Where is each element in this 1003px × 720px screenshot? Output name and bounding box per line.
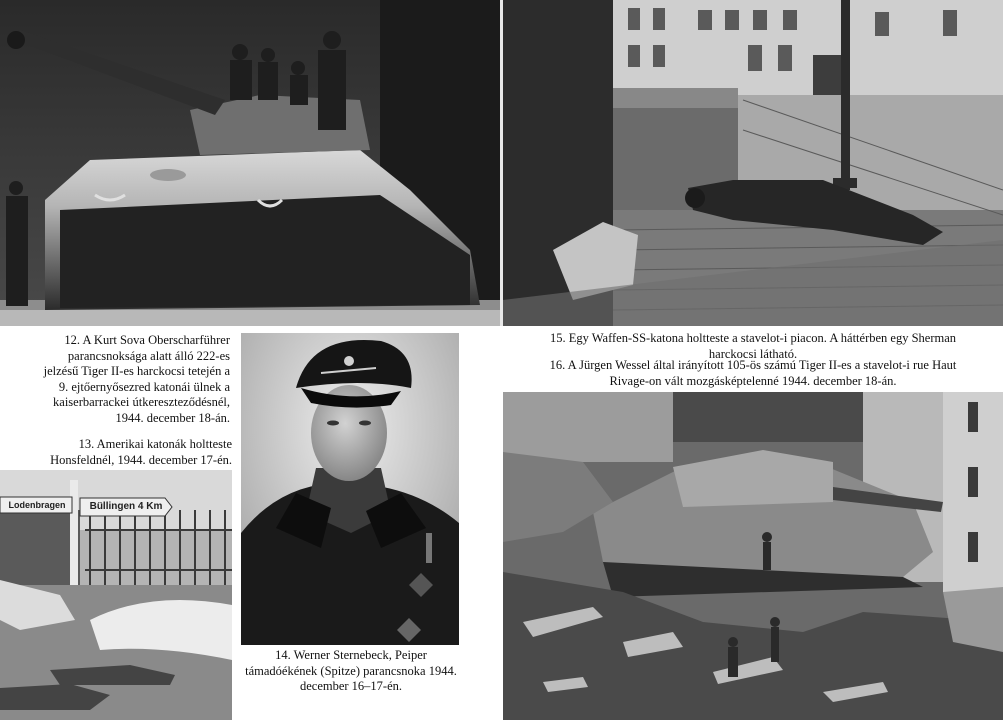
- road-sign-lodenbragen: Lodenbragen: [8, 500, 66, 510]
- caption-16-text: 16. A Jürgen Wessel által irányított 105-ös számú Tiger II-es a stavelot-i rue Haut Rivage-on vált mozgásképtelenné 1944. december 18-án.: [549, 358, 957, 388]
- photo-tiger-ii-kaiserbarracke: [0, 0, 500, 326]
- photo-honsfeld: [0, 470, 232, 720]
- photo-werner-sternebeck: [241, 333, 459, 645]
- caption-14-text: 14. Werner Sternebeck, Peiper támadóékének (Spitze) parancsnoka 1944. december 16–17-én.: [245, 648, 457, 693]
- caption-14: [242, 648, 460, 695]
- caption-13: [36, 437, 232, 468]
- caption-13-text: 13. Amerikai katonák holtteste Honsfeldnél, 1944. december 17-én.: [50, 437, 232, 467]
- photo-stavelot-market-square: [503, 0, 1003, 326]
- caption-16: [548, 358, 958, 389]
- caption-15-text: 15. Egy Waffen-SS-katona holtteste a stavelot-i piacon. A háttérben egy Sherman harckocsi látható.: [549, 331, 957, 361]
- photo-tiger-ii-stavelot-rue-haut-rivage: [503, 392, 1003, 720]
- road-sign-bullingen: Büllingen 4 Km: [89, 501, 163, 512]
- caption-12: [32, 333, 230, 426]
- caption-12-text: 12. A Kurt Sova Oberscharführer parancsnoksága alatt álló 222-es jelzésű Tiger II-es harckocsi tetején a 9. ejtőernyősezred katonái ülnek a kaiserbarrackei útkereszteződésnél, 1944. december 18-án.: [43, 333, 230, 425]
